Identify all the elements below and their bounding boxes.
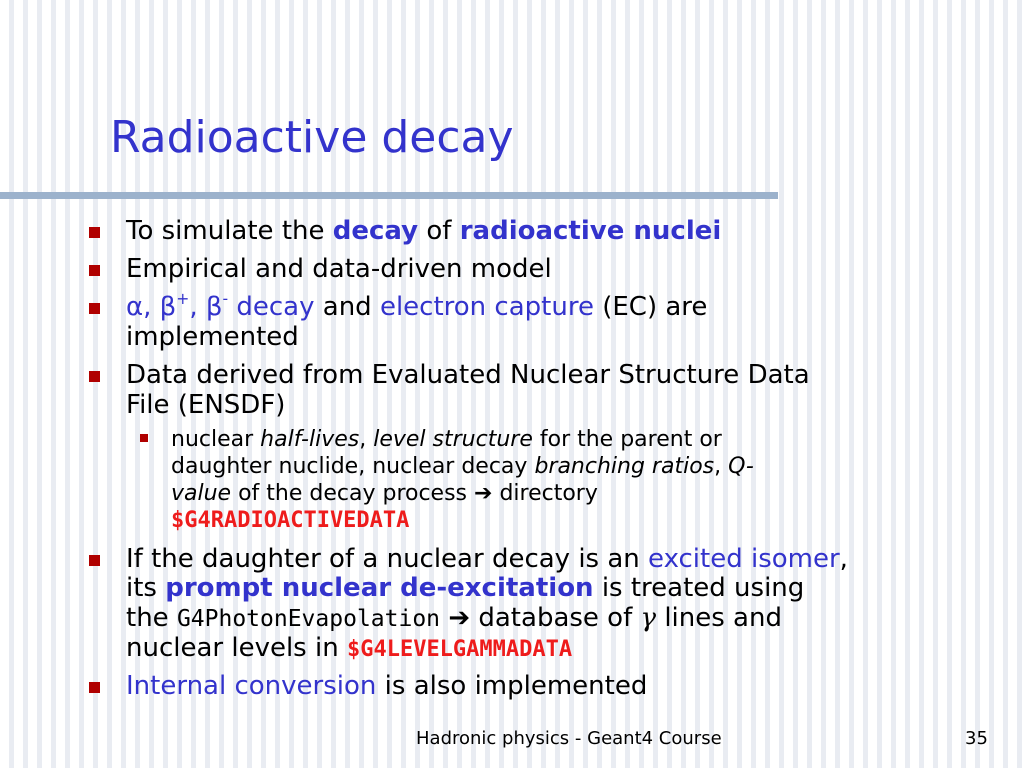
bullet-text: lines and	[656, 603, 782, 633]
title-underline	[0, 192, 778, 199]
bullet-marker	[89, 265, 100, 276]
bullet-decay-modes-line2: implemented	[126, 322, 299, 352]
decay-modes-text	[126, 292, 315, 322]
class-name-g4photonevapolation: G4PhotonEvapolation	[176, 606, 441, 632]
bullet-text: To simulate the	[126, 216, 333, 246]
bullet-text: its	[126, 573, 166, 603]
bullet-marker	[89, 303, 100, 314]
bullet-text: of	[418, 216, 460, 246]
bullet-text: of the decay process	[231, 481, 475, 506]
sub-bullet-line3	[171, 480, 971, 507]
keyword-electron-capture: electron capture	[379, 292, 594, 322]
bullet-text: ,	[359, 427, 374, 452]
arrow-icon: ➔	[474, 481, 493, 506]
bullet-text: for the parent or	[532, 427, 722, 452]
bullet-marker	[89, 682, 100, 693]
bullet-isomer-line1	[126, 544, 986, 574]
term-branching-ratios: branching ratios	[534, 454, 715, 479]
bullet-text: nuclear levels in	[126, 633, 347, 663]
keyword-decay: decay	[332, 216, 419, 246]
bullet-text: daughter nuclide, nuclear decay	[171, 454, 535, 479]
sub-bullet-line4	[171, 507, 971, 534]
superscript-plus: +	[176, 290, 190, 309]
bullet-isomer-line2	[126, 573, 986, 603]
term-level-structure: level structure	[373, 427, 533, 452]
bullet-simulate	[126, 216, 986, 246]
bullet-isomer-line4	[126, 633, 986, 665]
term-q-value: Q-	[728, 454, 754, 479]
bullet-marker	[89, 371, 100, 382]
arrow-icon: ➔	[448, 603, 471, 633]
bullet-text: directory	[492, 481, 598, 506]
bullet-marker	[89, 227, 100, 238]
sub-bullet-marker	[140, 434, 148, 442]
bullet-text: nuclear	[171, 427, 261, 452]
slide-title: Radioactive decay	[110, 112, 514, 163]
bullet-text: is also implemented	[376, 671, 648, 701]
beta-minus: , β	[189, 292, 223, 322]
env-var-radioactivedata: $G4RADIOACTIVEDATA	[171, 508, 410, 533]
bullet-text: (EC) are	[593, 292, 708, 322]
superscript-minus: -	[222, 290, 229, 309]
bullet-empirical: Empirical and data-driven model	[126, 254, 552, 284]
bullet-text: ,	[839, 544, 848, 574]
bullet-marker	[89, 555, 100, 566]
sub-bullet-line2	[171, 453, 971, 480]
keyword-radioactive-nuclei: radioactive nuclei	[459, 216, 722, 246]
bullet-text: If the daughter of a nuclear decay is an	[126, 544, 649, 574]
sub-bullet-line1	[171, 426, 971, 453]
bullet-ensdf-line2: File (ENSDF)	[126, 390, 286, 420]
keyword-internal-conversion: Internal conversion	[126, 671, 377, 701]
term-value: value	[171, 481, 232, 506]
page-number: 35	[965, 728, 988, 749]
footer-course: Hadronic physics - Geant4 Course	[416, 728, 722, 749]
keyword-excited-isomer: excited isomer	[648, 544, 840, 574]
bullet-ensdf: Data derived from Evaluated Nuclear Structure Data	[126, 360, 810, 390]
bullet-text: the	[126, 603, 177, 633]
bullet-decay-modes	[126, 292, 986, 322]
bullet-text: and	[314, 292, 380, 322]
gamma-symbol: γ	[640, 603, 657, 633]
bullet-internal-conversion	[126, 671, 986, 701]
bullet-text: ,	[714, 454, 729, 479]
term-half-lives: half-lives	[260, 427, 360, 452]
bullet-text: is treated using	[593, 573, 805, 603]
alpha-beta: α, β	[126, 292, 177, 322]
bullet-isomer-line3	[126, 603, 986, 634]
bullet-text: database of	[470, 603, 641, 633]
decay-word: decay	[228, 292, 315, 322]
keyword-prompt-deexcitation: prompt nuclear de-excitation	[165, 573, 594, 603]
env-var-levelgammadata: $G4LEVELGAMMADATA	[346, 637, 573, 662]
